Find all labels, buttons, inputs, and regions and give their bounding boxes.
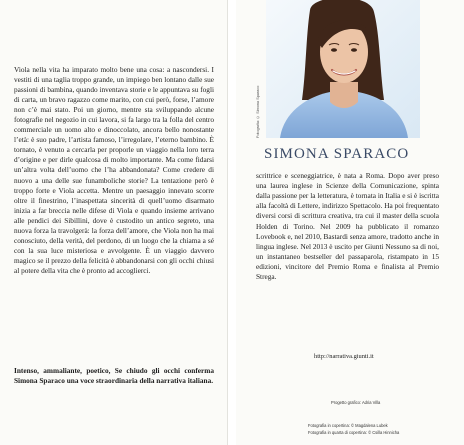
right-flap (236, 0, 464, 445)
photo-credit: Fotografia: © Simona Sparaco (256, 85, 260, 138)
spine-gap (228, 0, 236, 445)
synopsis-text (14, 65, 214, 276)
author-photo (266, 0, 420, 138)
blurb-text (14, 366, 214, 386)
author-bio-paragraph: scrittrice e sceneggiatrice, è nata a Roma. Dopo aver preso una laurea inglese in Scienze della Comunicazione, spinta dalla passione per la letteratura, è tornata in Italia e si è iscritta alla facoltà di Lettere, indirizzo Spettacolo. Ha poi frequentato diversi corsi di scrittura creativa, tra cui il master della scuola Holden di Torino. Nel 2009 ha pubblicato il romanzo Lovebook e, nel 2010, Bastardi senza amore, tradotto anche in lingua inglese. Nel 2013 è uscito per Giunti Nessuno sa di noi, un instantaneo bestseller del passaparola, ristampato in 15 edizioni, vincitore del Premio Roma e finalista al Premio Strega. (256, 171, 439, 281)
back-photo-credit: Fotografia in quarta di copertina: © Csilla Hinnicha (308, 430, 400, 435)
left-flap (0, 0, 228, 445)
synopsis-paragraph: Viola nella vita ha imparato molto bene una cosa: a nascondersi. I vestiti di una taglia troppo grande, un impiego ben lontano dalle sue passioni di bambina, quando inventava storie e le appuntava su fogli di carta, un bravo ragazzo come marito, con cui però, forse, l’amore non c’è mai stato. Poi un giorno, mentre sta sviluppando alcune fotografie nel negozio in cui lavora, si fa largo tra la folla del centro commerciale un uomo alto e dinoccolato, ancora bello nonostante l’età: è suo padre, l’artista famoso, l’irregolare, l’eterno bambino. È tornato, è venuto a cercarla per proporle un viaggio nella loro terra d’origine e per dirle qualcosa di molto importante. Ma come fidarsi un’altra volta dell’uomo che l’ha abbandonata? Come credere di nuovo a una delle sue funamboliche storie? La tentazione però è troppo forte e Viola accetta. Mentre un paesaggio innevato scorre oltre il finestrino, l’inaspettata sincerità di quell’uomo disarmato inizia a far breccia nelle difese di Viola e quando insieme arrivano alle pendici dei Sibillini, dove è custodito un antico segreto, una nuova forza la travolgerà: la forza dell’amore, che Viola non ha mai conosciuto, della verità, del perdono, di un luogo che la chiama a sé con la sua luce misteriosa e avvolgente. È un viaggio davvero magico se il prezzo della felicità è abbandonarsi con gli occhi chiusi al potere della vita che è pronto ad accoglierci. (14, 65, 214, 275)
author-portrait-image (266, 0, 420, 138)
cover-photo-credit: Fotografia in copertina: © Magdalena Lubek (308, 423, 388, 428)
author-bio (256, 164, 439, 289)
publisher-url: http://narrativa.giunti.it (314, 353, 374, 360)
author-name: SIMONA SPARACO (264, 146, 410, 162)
blurb-paragraph: Intenso, ammaliante, poetico, Se chiudo gli occhi conferma Simona Sparaco una voce straordinaria della narrativa italiana. (14, 366, 214, 386)
design-credit: Progetto grafico: Adria Villa (331, 400, 381, 405)
fold-line-left (227, 0, 228, 445)
